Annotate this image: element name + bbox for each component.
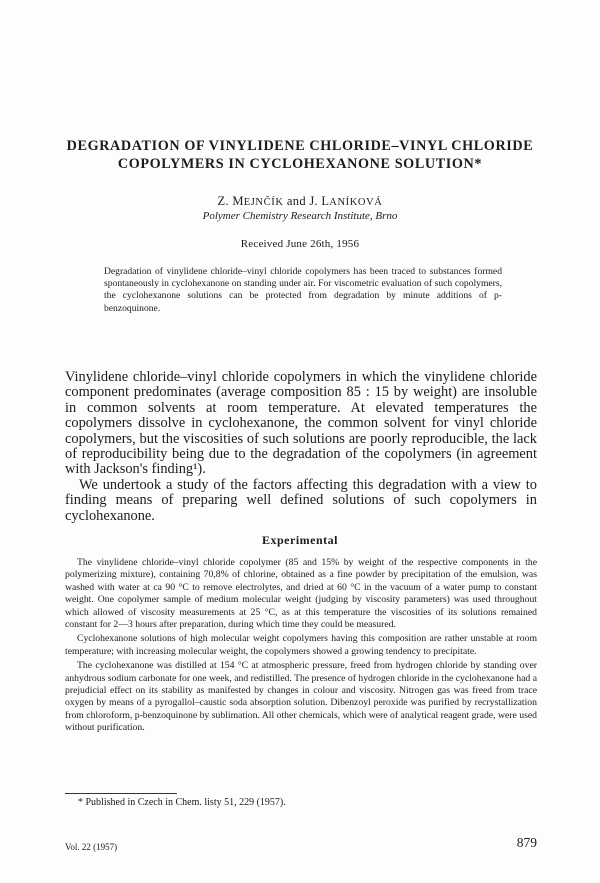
- author-2-surname: ANÍKOVÁ: [329, 197, 383, 208]
- author-1-surname: EJNČÍK: [243, 197, 284, 208]
- abstract: Degradation of vinylidene chloride–vinyl chloride copolymers has been traced to substances formed spontaneously in cyclohexanone on standing under air. For viscometric evaluation of such copolymers, the cyclohexanone solutions can be protected from degradation by minute additions of p-benzoquinone.: [104, 266, 502, 314]
- experimental-paragraph-2: Cyclohexanone solutions of high molecular weight copolymers having this composition are rather unstable at room temperature; with increasing molecular weight, the copolymers showed a growing tendency to precipitate.: [65, 633, 537, 657]
- footnote-divider: [65, 793, 177, 794]
- section-heading-experimental: Experimental: [262, 533, 338, 547]
- journal-volume: Vol. 22 (1957): [65, 842, 118, 852]
- experimental-paragraph-3: The cyclohexanone was distilled at 154 °C at atmospheric pressure, freed from hydrogen chloride by standing over anhydrous sodium carbonate for one week, and redistilled. The presence of hydrogen chloride in the cyclohexanone had a prejudicial effect on its stability as manifested by changes in colour and viscosity. Nitrogen gas was freed from trace oxygen by means of a pyrogallol–caustic soda absorption solution. Dibenzoyl peroxide was purified by recrystallization from chloroform, p-benzoquinone by sublimation. All other chemicals, which were of analytical reagent grade, were used without purification.: [65, 660, 537, 734]
- experimental-section: [65, 557, 537, 737]
- intro-paragraph-2: We undertook a study of the factors affecting this degradation with a view to finding means of preparing well defined solutions of such copolymers in cyclohexanone.: [65, 476, 537, 524]
- affiliation: Polymer Chemistry Research Institute, Brno: [202, 210, 398, 222]
- received-date: Received June 26th, 1956: [240, 238, 360, 250]
- intro-paragraph-1: Vinylidene chloride–vinyl chloride copolymers in which the vinylidene chloride component predominates (average composition 85 : 15 by weight) are insoluble in common solvents at room temperature. At elevated temperatures the copolymers dissolve in cyclohexanone, the common solvent for vinyl chloride copolymers, but the viscosities of such solutions are poorly reproducible, the lack of reproducibility being due to the degradation of the copolymers (in agreement with Jackson's finding¹).: [65, 369, 537, 478]
- author-1-initial: Z. M: [217, 194, 244, 208]
- paper-title: [40, 137, 560, 173]
- title-line-2: COPOLYMERS IN CYCLOHEXANONE SOLUTION*: [117, 156, 483, 172]
- introduction: [65, 370, 537, 524]
- authors: [40, 194, 560, 209]
- author-2-initial: J. L: [309, 194, 330, 208]
- authors-conjunction: and: [283, 194, 310, 208]
- footnote: * Published in Czech in Chem. listy 51, 229 (1957).: [78, 797, 286, 808]
- page-number: 879: [516, 835, 537, 850]
- title-line-1: DEGRADATION OF VINYLIDENE CHLORIDE–VINYL CHLORIDE: [66, 138, 534, 154]
- experimental-paragraph-1: The vinylidene chloride–vinyl chloride copolymer (85 and 15% by weight of the respective components in the polymerizing mixture), containing 70,8% of chlorine, obtained as a fine powder by precipitation of the emulsion, was washed with water at ca 90 °C to remove electrolytes, and dried at 60 °C in the vacuum of a water pump to constant weight. One copolymer sample of medium molecular weight (judging by viscosity parameters) was used throughout which allowed of viscosity measurements at 25 °C, as at this temperature the viscosities of its solutions remained constant for 2—3 hours after preparation, during which time they could be measured.: [65, 557, 537, 631]
